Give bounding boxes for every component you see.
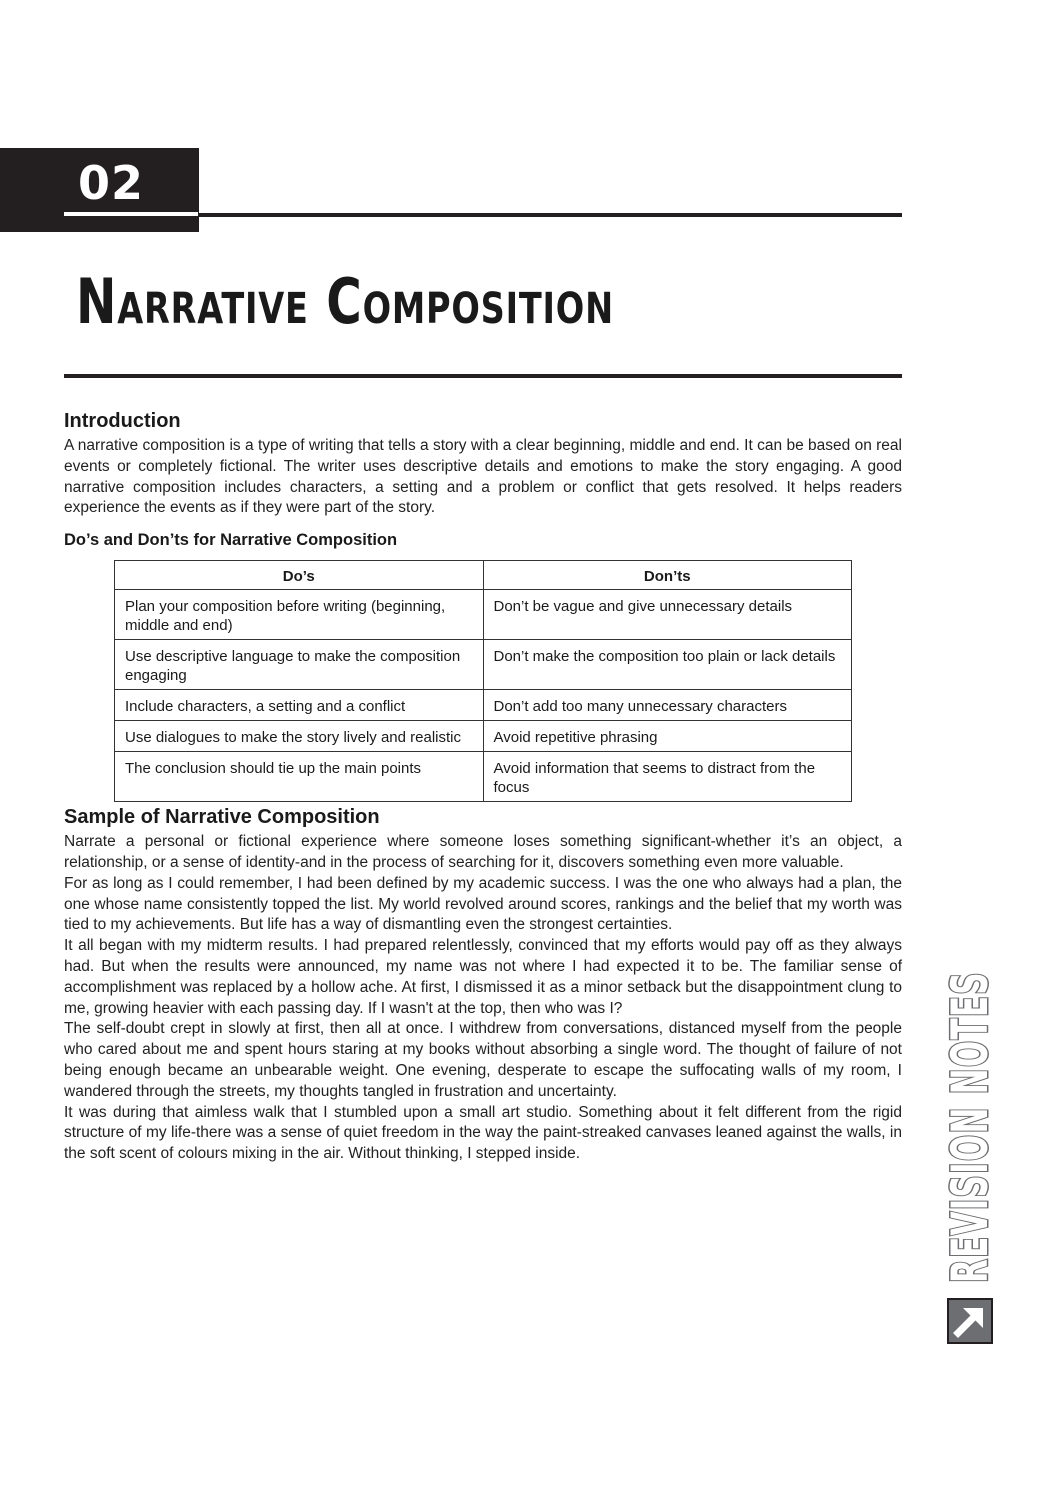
table-cell-do: Include characters, a setting and a conflict: [115, 690, 484, 721]
sample-paragraph-1: For as long as I could remember, I had been defined by my academic success. I was the one who always had a plan, the one whose name consistently topped the list. My world revolved around scores, rankings and the belief that my worth was tied to my achievements. But life has a way of dismantling even the strongest certainties.: [64, 874, 902, 934]
table-cell-do: The conclusion should tie up the main points: [115, 752, 484, 802]
table-row: [115, 721, 852, 752]
chapter-title: Narrative Composition: [76, 265, 614, 338]
table-row: [115, 752, 852, 802]
arrow-up-right-icon: [947, 1298, 993, 1344]
chapter-number-underline: [64, 212, 198, 216]
table-row: [115, 690, 852, 721]
sample-heading: Sample of Narrative Composition: [64, 806, 380, 829]
table-cell-dont: Don’t add too many unnecessary characters: [483, 690, 852, 721]
column-header-donts: Don’ts: [483, 561, 852, 590]
dos-donts-heading: Do’s and Don’ts for Narrative Composition: [64, 531, 398, 550]
table-row: [115, 590, 852, 640]
sample-paragraph-3: The self-doubt crept in slowly at first, then all at once. I withdrew from conversations, distanced myself from the people who cared about me and spent hours staring at my books without absorbing a single word. The thought of failure of not being enough became an unbearable weight. One evening, desperate to escape the suffocating walls of my room, I wandered through the streets, my thoughts tangled in frustration and uncertainty.: [64, 1020, 902, 1100]
table-row: [115, 640, 852, 690]
header-rule-bottom: [64, 374, 902, 378]
sample-paragraph-2: It all began with my midterm results. I had prepared relentlessly, convinced that my efforts would pay off as they always had. But when the results were announced, my name was not where I had expected it to be. The familiar sense of accomplishment was replaced by a hollow ache. At first, I dismissed it as a minor setback but the disappointment clung to me, growing heavier with each passing day. If I wasn't at the top, then who was I?: [64, 937, 902, 1017]
revision-notes-label: REVISION NOTES: [941, 971, 999, 1283]
table-cell-dont: Don’t make the composition too plain or lack details: [483, 640, 852, 690]
header-rule-top: [199, 213, 902, 217]
table-cell-do: Use dialogues to make the story lively and realistic: [115, 721, 484, 752]
sample-prompt: Narrate a personal or fictional experience where someone loses something significant-whether it’s an object, a relationship, or a sense of identity-and in the process of searching for it, discovers something even more valuable.: [64, 833, 902, 871]
table-cell-dont: Avoid repetitive phrasing: [483, 721, 852, 752]
page-content: [64, 406, 902, 1165]
table-cell-do: Use descriptive language to make the composition engaging: [115, 640, 484, 690]
table-cell-dont: Avoid information that seems to distract from the focus: [483, 752, 852, 802]
dos-donts-table: [114, 560, 852, 802]
column-header-dos: Do’s: [115, 561, 484, 590]
introduction-text: A narrative composition is a type of writing that tells a story with a clear beginning, middle and end. It can be based on real events or completely fictional. The writer uses descriptive details and emotions to make the story engaging. A good narrative composition includes characters, a setting and a problem or conflict that gets resolved. It helps readers experience the events as if they were part of the story.: [64, 437, 902, 517]
table-header-row: [115, 561, 852, 590]
table-cell-do: Plan your composition before writing (beginning, middle and end): [115, 590, 484, 640]
table-cell-dont: Don’t be vague and give unnecessary details: [483, 590, 852, 640]
revision-notes-tab: [941, 965, 999, 1283]
sample-paragraph-4: It was during that aimless walk that I stumbled upon a small art studio. Something about it felt different from the rigid structure of my life-there was a sense of quiet freedom in the way the paint-streaked canvases leaned against the walls, in the soft scent of colours mixing in the air. Without thinking, I stepped inside.: [64, 1103, 902, 1163]
arrow-up-right-icon-svg: [949, 1300, 991, 1342]
chapter-number: 02: [78, 156, 145, 210]
introduction-heading: Introduction: [64, 410, 181, 432]
